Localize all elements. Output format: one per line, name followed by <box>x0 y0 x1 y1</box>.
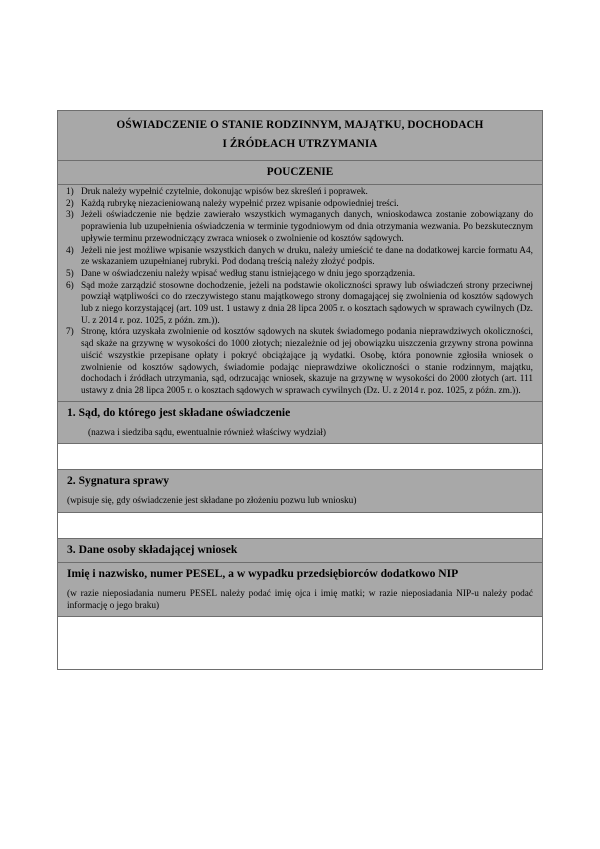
instruction-item <box>66 187 533 199</box>
instruction-item <box>66 210 533 245</box>
instruction-text: Dane w oświadczeniu należy wpisać według stanu istniejącego w dniu jego sporządzenia. <box>81 268 416 279</box>
instruction-text: Sąd może zarządzić stosowne dochodzenie, jeżeli na podstawie okoliczności sprawy lub oświadczeń strony przeciwnej powziął wątpliwości co do rzeczywistego stanu majątkowego strony domagającej się zwolnienia od kosztów sądowych lub z niego korzystającej (art. 109 ust. 1 ustawy z dnia 28 lipca 2005 r. o kosztach sądowych w sprawach cywilnych (Dz. U. z 2014 r. poz. 1025, z późn. zm.)). <box>81 280 533 326</box>
section-3-applicant-details-input[interactable] <box>58 616 542 669</box>
section-2-heading: 2. Sygnatura sprawy <box>58 470 542 493</box>
section-1-subtitle: (nazwa i siedziba sądu, ewentualnie również właściwy wydział) <box>58 425 542 444</box>
section-1-heading: 1. Sąd, do którego jest składane oświadczenie <box>58 401 542 425</box>
instruction-item <box>66 246 533 269</box>
instruction-item <box>66 327 533 397</box>
instruction-number: 4) <box>66 245 74 256</box>
section-3-subtitle: (w razie nieposiadania numeru PESEL należy podać imię ojca i imię matki; w razie nieposiadania NIP-u należy podać informację o jego braku) <box>58 586 542 616</box>
notice-instructions-list <box>58 184 542 401</box>
declaration-form-sheet <box>57 110 543 670</box>
form-title-line-1: OŚWIADCZENIE O STANIE RODZINNYM, MAJĄTKU, DOCHODACH <box>116 119 484 131</box>
instruction-number: 1) <box>66 187 74 197</box>
instruction-number: 2) <box>66 198 74 209</box>
instruction-number: 3) <box>66 210 74 221</box>
instruction-text: Druk należy wypełnić czytelnie, dokonując wpisów bez skreśleń i poprawek. <box>81 187 368 197</box>
instruction-text: Stronę, która uzyskała zwolnienie od kosztów sądowych na skutek świadomego podania nieprawdziwych okoliczności, sąd skaże na grzywnę w wysokości do 1000 złotych; niezależnie od jej obowiązku uiszczenia grzywny strona powinna uiścić wszystkie przepisane opłaty i pokryć obciążające ją wydatki. Osobę, która ponownie zgłosiła wniosek o zwolnienie od kosztów sądowych, świadomie podając nieprawdziwe okoliczności o stanie rodzinnym, majątku, dochodach i źródłach utrzymania, sąd, odrzucając wniosek, skazuje na grzywnę w wysokości do 2000 złotych (art. 111 ustawy z dnia 28 lipca 2005 r. o kosztach sądowych w sprawach cywilnych (Dz. U. z 2014 r. poz. 1025, z późn. zm.)). <box>81 327 533 396</box>
section-2-case-number-input[interactable] <box>58 512 542 539</box>
instruction-number: 7) <box>66 327 74 338</box>
instruction-item <box>66 269 533 281</box>
instruction-number: 6) <box>66 280 74 291</box>
section-2-subtitle: (wpisuje się, gdy oświadczenie jest składane po złożeniu pozwu lub wniosku) <box>58 493 542 512</box>
instruction-item <box>66 199 533 211</box>
instruction-text: Jeżeli oświadczenie nie będzie zawierało wszystkich wymaganych danych, wnioskodawca zostanie zobowiązany do poprawienia lub uzupełnienia oświadczenia w terminie tygodniowym od dnia otrzymania wezwania. Po bezskutecznym upływie terminu przewodniczący zwraca wniosek o zwolnienie od kosztów sądowych. <box>81 210 533 244</box>
notice-heading: POUCZENIE <box>58 160 542 184</box>
section-1-court-input[interactable] <box>58 443 542 470</box>
instruction-item <box>66 281 533 328</box>
form-title-line-2: I ŹRÓDŁACH UTRZYMANIA <box>222 138 378 150</box>
instruction-text: Jeżeli nie jest możliwe wpisanie wszystkich danych w druku, należy umieścić te dane na dodatkowej karcie formatu A4, ze wskazaniem uzupełnianej rubryki. Pod dodaną treścią należy złożyć podpis. <box>81 245 533 268</box>
instruction-number: 5) <box>66 268 74 279</box>
instruction-text: Każdą rubrykę niezacieniowaną należy wypełnić przez wpisanie odpowiedniej treści. <box>81 198 399 209</box>
section-3-subheading: Imię i nazwisko, numer PESEL, a w wypadku przedsiębiorców dodatkowo NIP <box>58 562 542 586</box>
section-3-heading: 3. Dane osoby składającej wniosek <box>58 539 542 562</box>
form-title-block <box>58 111 542 160</box>
